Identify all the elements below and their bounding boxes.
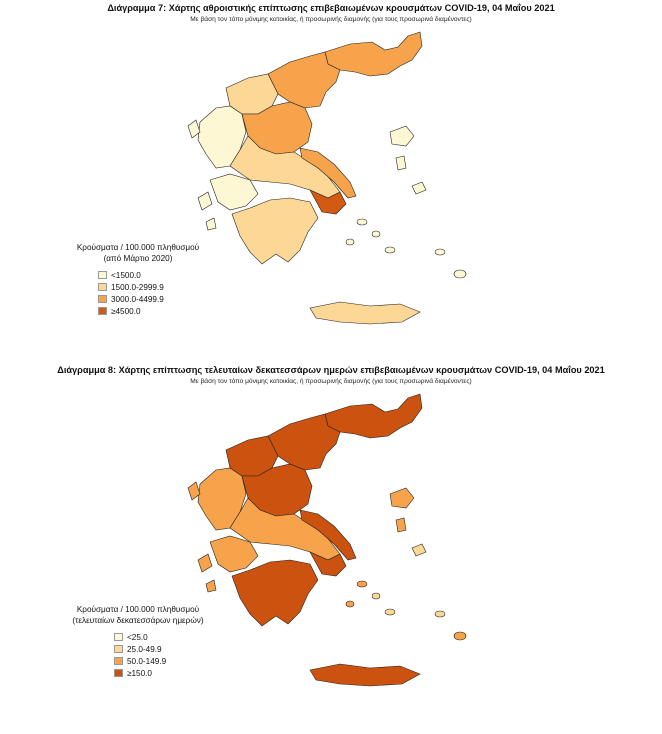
region-dodecanese-1	[435, 249, 445, 255]
legend-title: Κρούσματα / 100.000 πληθυσμού (τελευταίων δεκατεσσάρων ημερών)	[72, 605, 204, 625]
region-cyclades-1	[357, 581, 367, 587]
map-panel-14day	[0, 360, 662, 734]
legend-item: 3000.0-4499.9	[98, 293, 218, 305]
region-peloponnese	[232, 560, 318, 626]
region-dodecanese-2	[454, 270, 466, 278]
legend-swatch	[114, 633, 123, 641]
region-dodecanese-2	[454, 632, 466, 640]
region-peloponnese	[232, 198, 318, 264]
legend-item: <1500.0	[98, 269, 218, 281]
region-thrace	[325, 32, 422, 76]
legend	[58, 242, 218, 317]
map-title: Διάγραμμα 8: Χάρτης επίπτωσης τελευταίων δεκατεσσάρων ημερών επιβεβαιωμένων κρουσμάτων COVID-19, 04 Μαΐου 2021	[57, 365, 605, 375]
legend-title: Κρούσματα / 100.000 πληθυσμού (από Μάρτιο 2020)	[76, 243, 200, 263]
region-corfu	[188, 482, 200, 500]
region-thrace	[325, 394, 422, 438]
legend-item: 1500.0-2999.9	[98, 281, 218, 293]
legend-swatch	[114, 657, 123, 665]
region-cyclades-2	[372, 593, 380, 599]
legend-swatch	[98, 283, 107, 291]
region-crete	[310, 302, 420, 324]
region-cyclades-3	[346, 239, 354, 245]
legend-item: <25.0	[114, 631, 218, 643]
legend-swatch	[114, 645, 123, 653]
region-corfu	[188, 120, 200, 138]
region-chios	[396, 518, 406, 532]
map-subtitle: Με βάση τον τόπο μόνιμης κατοικίας, ή προσωρινής διαμονής (για τους προσωρινά διαμένοντες)	[190, 16, 472, 23]
legend-swatch	[98, 271, 107, 279]
map-subtitle: Με βάση τον τόπο μόνιμης κατοικίας, ή προσωρινής διαμονής (για τους προσωρινά διαμένοντες)	[190, 378, 472, 385]
legend	[58, 604, 218, 679]
region-cyclades-3	[346, 601, 354, 607]
region-kefalonia	[198, 192, 212, 210]
legend-swatch	[98, 295, 107, 303]
map-panel-cumulative	[0, 0, 662, 360]
region-zakynthos	[206, 218, 216, 230]
region-samos	[412, 544, 426, 556]
legend-item: ≥150.0	[114, 667, 218, 679]
region-cyclades-4	[385, 247, 395, 253]
region-zakynthos	[206, 580, 216, 592]
region-kefalonia	[198, 554, 212, 572]
region-cyclades-1	[357, 219, 367, 225]
region-lesvos	[390, 488, 414, 508]
legend-item: 50.0-149.9	[114, 655, 218, 667]
region-crete	[310, 664, 420, 686]
legend-swatch	[114, 669, 123, 677]
legend-item: ≥4500.0	[98, 305, 218, 317]
legend-item: 25.0-49.9	[114, 643, 218, 655]
legend-swatch	[98, 307, 107, 315]
region-cyclades-4	[385, 609, 395, 615]
map-title: Διάγραμμα 7: Χάρτης αθροιστικής επίπτωσης επιβεβαιωμένων κρουσμάτων COVID-19, 04 Μαΐου 2021	[107, 3, 555, 13]
region-cyclades-2	[372, 231, 380, 237]
region-dodecanese-1	[435, 611, 445, 617]
region-lesvos	[390, 126, 414, 146]
region-chios	[396, 156, 406, 170]
region-samos	[412, 182, 426, 194]
